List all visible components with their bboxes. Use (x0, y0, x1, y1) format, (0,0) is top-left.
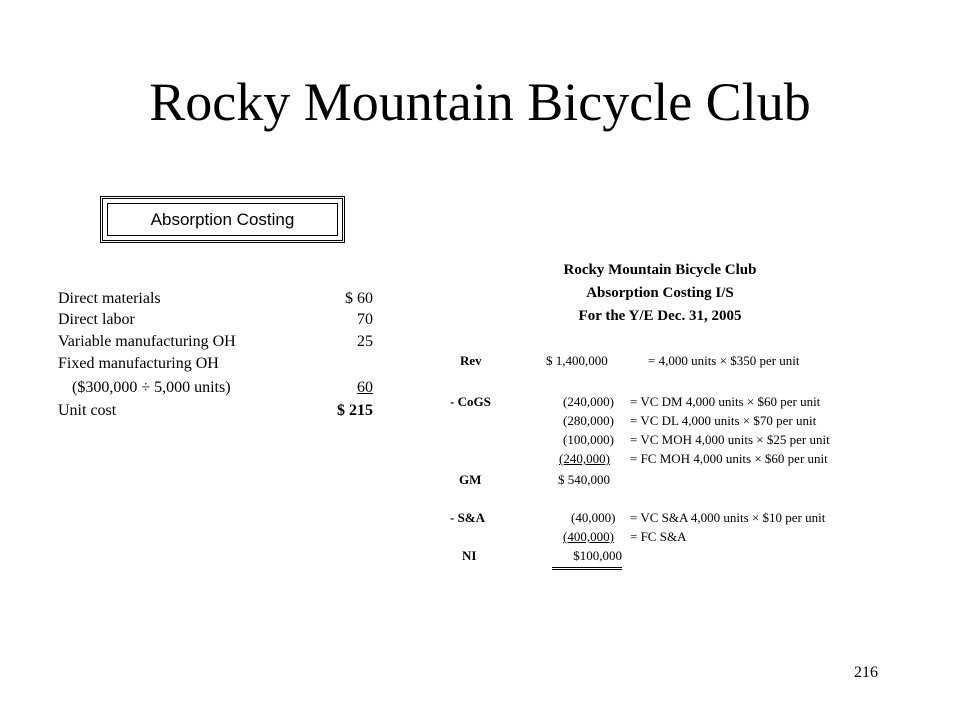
line-amount: (40,000) (571, 510, 616, 525)
unit-cost-total-value: $ 215 (337, 402, 373, 419)
heading-company: Rocky Mountain Bicycle Club (563, 262, 757, 278)
line-label: NI (462, 548, 477, 563)
unit-cost-label: Direct materials (58, 290, 161, 307)
line-amount: (100,000) (563, 432, 614, 447)
line-desc: = VC MOH 4,000 units × $25 per unit (630, 432, 830, 447)
line-desc: = VC DM 4,000 units × $60 per unit (630, 394, 821, 409)
line-label: Rev (460, 353, 482, 368)
net-income-amount: $100,000 (552, 546, 622, 570)
line-desc: = VC S&A 4,000 units × $10 per unit (630, 510, 826, 525)
line-amount: (280,000) (563, 413, 614, 428)
line-desc: = FC S&A (630, 529, 687, 544)
line-amount: $ 1,400,000 (546, 353, 608, 368)
line-label: - CoGS (450, 394, 491, 409)
unit-cost-label: Fixed manufacturing OH (58, 355, 219, 372)
line-desc: = FC MOH 4,000 units × $60 per unit (630, 451, 828, 466)
unit-cost-value: 25 (357, 333, 373, 350)
unit-cost-label: ($300,000 ÷ 5,000 units) (72, 379, 231, 396)
unit-cost-total-label: Unit cost (58, 402, 117, 419)
heading-period: For the Y/E Dec. 31, 2005 (578, 308, 742, 324)
line-desc: = 4,000 units × $350 per unit (648, 353, 800, 368)
line-label: GM (459, 472, 482, 487)
slide-title: Rocky Mountain Bicycle Club (149, 72, 811, 132)
line-amount: (240,000) (563, 394, 614, 409)
line-label: - S&A (450, 510, 486, 525)
absorption-costing-label: Absorption Costing (107, 203, 338, 236)
unit-cost-label: Variable manufacturing OH (58, 333, 236, 350)
line-desc: = VC DL 4,000 units × $70 per unit (630, 413, 817, 428)
heading-statement: Absorption Costing I/S (586, 285, 734, 301)
line-amount: (240,000) (559, 451, 610, 466)
line-amount: $ 540,000 (558, 472, 610, 487)
income-statement-heading (460, 259, 860, 328)
page-number: 216 (854, 664, 878, 681)
unit-cost-label: Direct labor (58, 311, 135, 328)
unit-cost-value: 60 (357, 379, 373, 396)
unit-cost-value: $ 60 (345, 290, 373, 307)
unit-cost-value: 70 (357, 311, 373, 328)
line-amount: (400,000) (563, 529, 614, 544)
absorption-costing-box (100, 196, 345, 243)
